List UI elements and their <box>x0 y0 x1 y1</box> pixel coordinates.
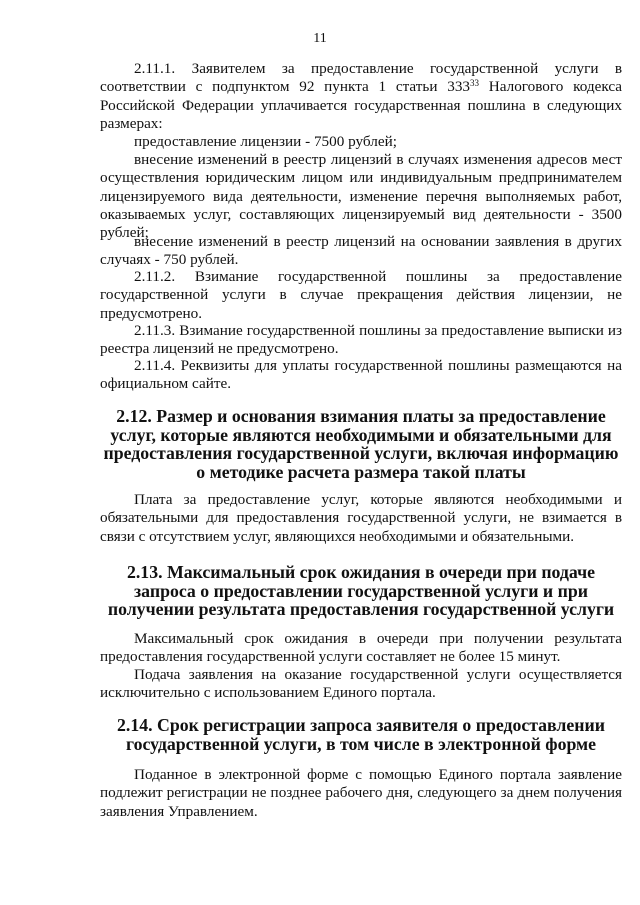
article-superscript: 33 <box>470 78 480 89</box>
paragraph-2-11-1-text-b: Налогового кодекса Российской Федерации уплачивается государственная пошлина в следующих размерах: <box>100 78 622 132</box>
paragraph-2-11-1 <box>100 60 622 133</box>
paragraph-2-14: Поданное в электронной форме с помощью Единого портала заявление подлежит регистрации не позднее рабочего дня, следующего за днем получения заявления Управлением. <box>100 766 622 820</box>
paragraph-2-13-a: Максимальный срок ожидания в очереди при получении результата предоставления государственной услуги составляет не более 15 минут. <box>100 630 622 666</box>
fee-changes-other: внесение изменений в реестр лицензий на основании заявления в других случаях - 750 рублей. <box>100 233 622 269</box>
paragraph-2-11-3: 2.11.3. Взимание государственной пошлины за предоставление выписки из реестра лицензий не предусмотрено. <box>100 322 622 358</box>
section-heading-2-14: 2.14. Срок регистрации запроса заявителя о предоставлении государственной услуги, в том числе в электронной форме <box>117 715 605 754</box>
paragraph-2-11-2: 2.11.2. Взимание государственной пошлины за предоставление государственной услуги в случае прекращения действия лицензии, не предусмотрено. <box>100 268 622 322</box>
fee-changes-address: внесение изменений в реестр лицензий в случаях изменения адресов мест осуществления юридическим лицом или индивидуальным предпринимателем лицензируемого вида деятельности, изменение перечня выполняемых работ, оказываемых услуг, составляющих лицензируемый вид деятельности - 3500 рублей; <box>100 151 622 242</box>
paragraph-2-13-b: Подача заявления на оказание государственной услуги осуществляется исключительно с использованием Единого портала. <box>100 666 622 702</box>
section-heading-2-12: 2.12. Размер и основания взимания платы за предоставление услуг, которые являются необходимыми и обязательными для предоставления государственной услуги, включая информацию о методике расчета размера такой платы <box>103 406 619 482</box>
section-heading-2-13: 2.13. Максимальный срок ожидания в очереди при подаче запроса о предоставлении государственной услуги и при получении результата предоставления государственной услуги <box>107 562 615 620</box>
fee-licence: предоставление лицензии - 7500 рублей; <box>134 133 397 150</box>
page-number: 11 <box>313 31 327 46</box>
paragraph-2-11-4: 2.11.4. Реквизиты для уплаты государственной пошлины размещаются на официальном сайте. <box>100 357 622 393</box>
paragraph-2-11-1-text-a: 2.11.1. Заявителем за предоставление государственной услуги в соответствии с подпунктом 92 пункта 1 статьи 333 <box>100 60 622 96</box>
paragraph-2-12: Плата за предоставление услуг, которые являются необходимыми и обязательными для предоставления государственной услуги, не взимается в связи с отсутствием услуг, являющихся необходимыми и обязательными. <box>100 491 622 545</box>
